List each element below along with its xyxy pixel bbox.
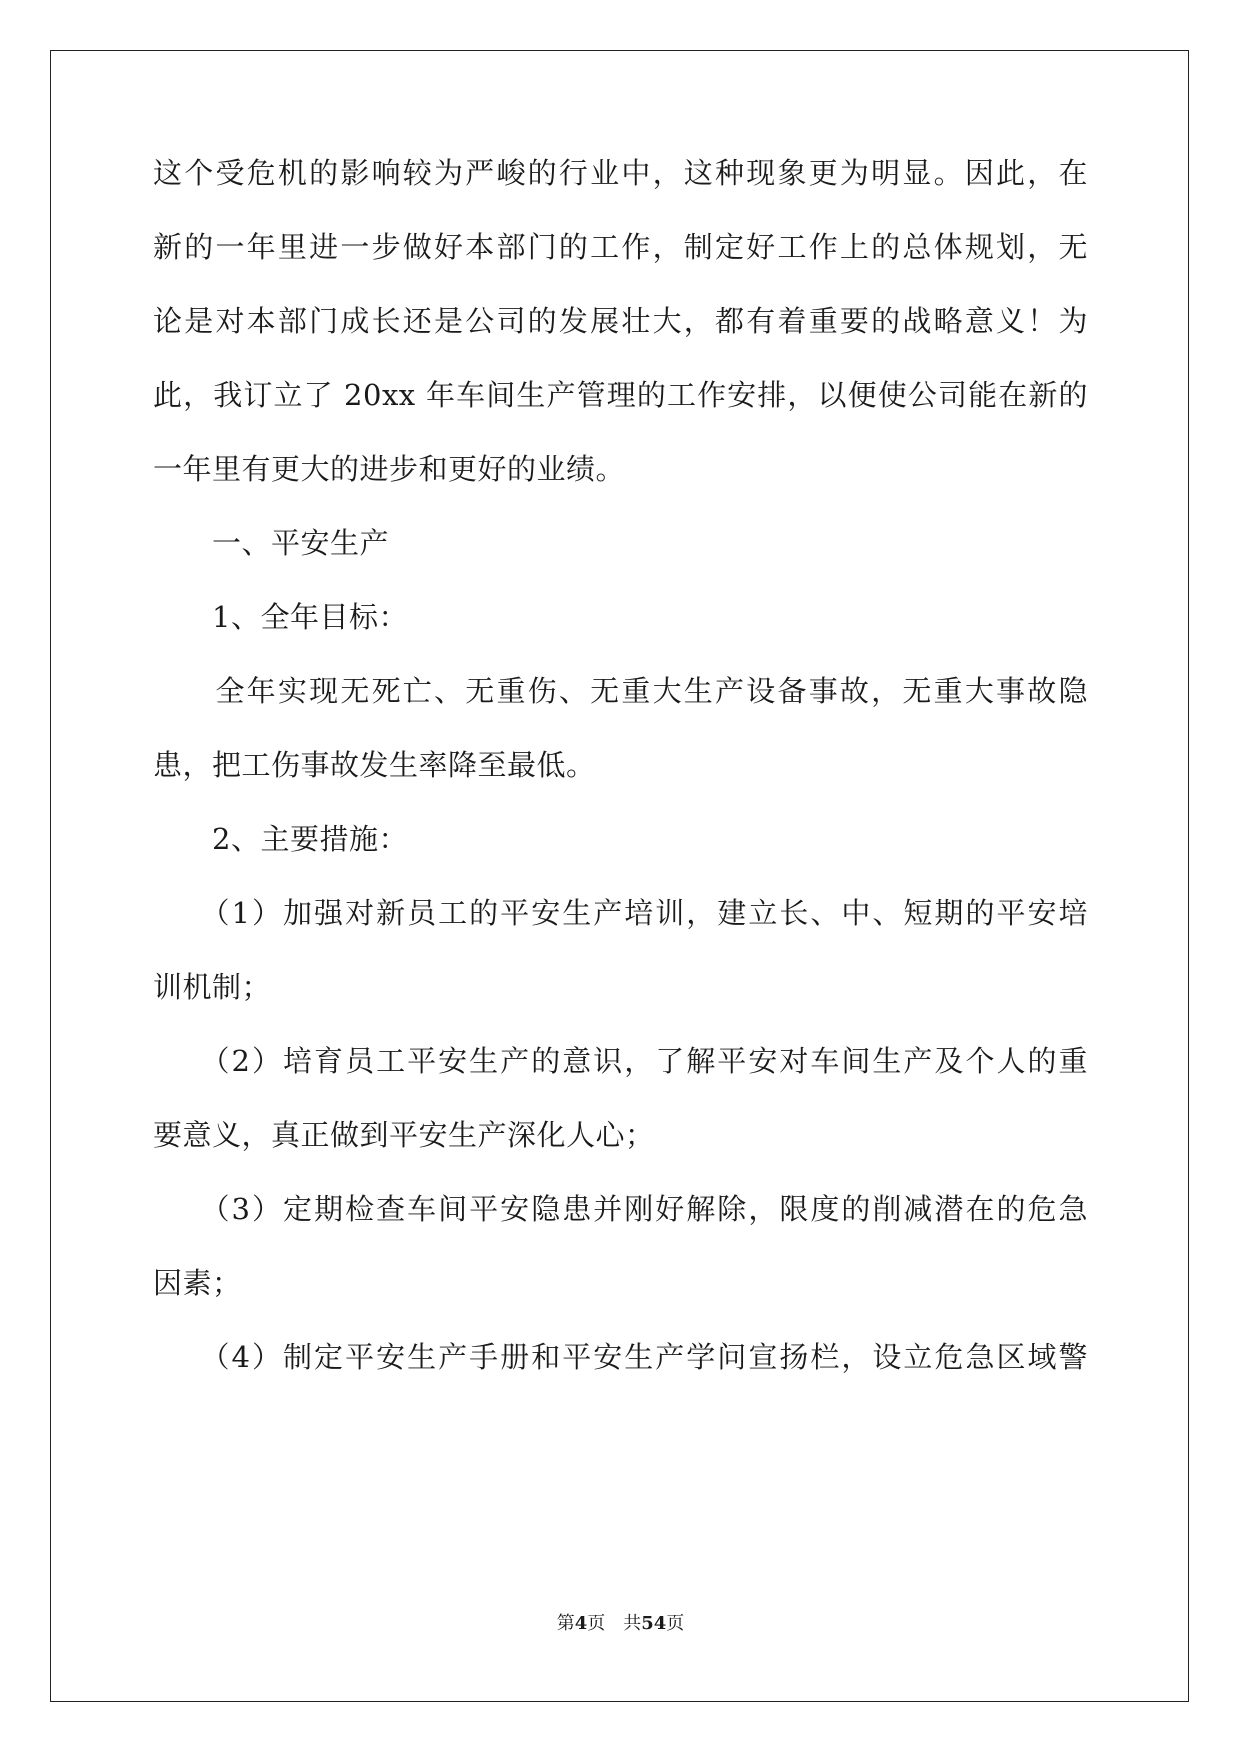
total-prefix: 共 [623, 1613, 642, 1634]
paragraph-line: 论是对本部门成长还是公司的发展壮大，都有着重要的战略意义！为 [153, 304, 1088, 338]
page-suffix: 页 [587, 1613, 606, 1634]
list-item-line: （1）加强对新员工的平安生产培训，建立长、中、短期的平安培 [153, 896, 1088, 930]
page-border [50, 50, 1189, 1702]
paragraph-line: 患，把工伤事故发生率降至最低。 [153, 748, 596, 782]
section-heading: 一、平安生产 [153, 526, 390, 560]
paragraph-line: 这个受危机的影响较为严峻的行业中，这种现象更为明显。因此，在 [153, 156, 1088, 190]
paragraph-line: 新的一年里进一步做好本部门的工作，制定好工作上的总体规划，无 [153, 230, 1088, 264]
paragraph-line: 一年里有更大的进步和更好的业绩。 [153, 452, 626, 486]
subsection-heading: 2、主要措施： [153, 822, 408, 856]
list-item-line: （3）定期检查车间平安隐患并刚好解除，限度的削减潜在的危急 [153, 1192, 1088, 1226]
list-item-line: （2）培育员工平安生产的意识，了解平安对车间生产及个人的重 [153, 1044, 1088, 1078]
paragraph-line: 全年实现无死亡、无重伤、无重大生产设备事故，无重大事故隐 [153, 674, 1088, 708]
list-item-line: 训机制； [153, 970, 272, 1004]
page-number: 4 [574, 1613, 588, 1634]
list-item-line: 要意义，真正做到平安生产深化人心； [153, 1118, 655, 1152]
list-item-line: （4）制定平安生产手册和平安生产学问宣扬栏，设立危急区域警 [153, 1340, 1088, 1374]
subsection-heading: 1、全年目标： [153, 600, 408, 634]
page-prefix: 第 [556, 1613, 575, 1634]
total-pages: 54 [641, 1613, 667, 1634]
paragraph-line: 此，我订立了 20xx 年车间生产管理的工作安排，以便使公司能在新的 [153, 378, 1088, 412]
total-suffix: 页 [666, 1613, 685, 1634]
list-item-line: 因素； [153, 1266, 242, 1300]
page-footer [0, 1612, 1241, 1636]
